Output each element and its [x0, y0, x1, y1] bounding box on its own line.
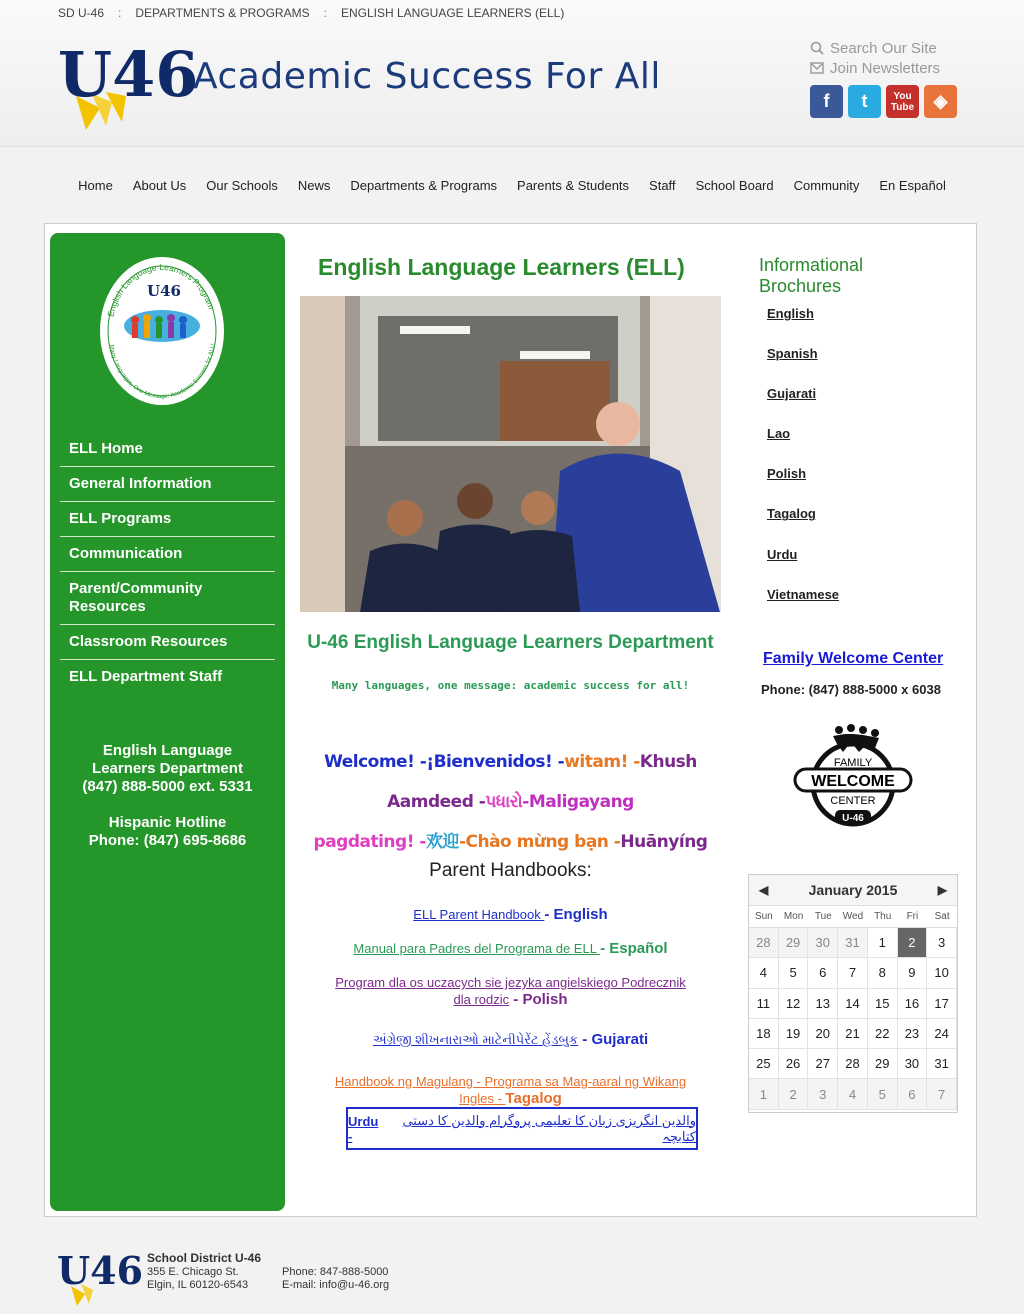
- calendar-day[interactable]: 3: [927, 928, 957, 958]
- department-title: U-46 English Language Learners Department: [307, 632, 714, 653]
- main-nav: [0, 178, 1024, 193]
- brochure-link-spanish[interactable]: Spanish: [767, 346, 818, 362]
- sidebar-item-ell-department-staff[interactable]: ELL Department Staff: [69, 668, 223, 685]
- handbook-link-0[interactable]: [300, 906, 721, 923]
- calendar-day[interactable]: 2: [898, 928, 928, 958]
- sidebar-contact-line: (847) 888-5000 ext. 5331: [82, 778, 253, 795]
- calendar-next-icon[interactable]: ▶: [937, 883, 947, 897]
- calendar-day[interactable]: 26: [779, 1049, 809, 1079]
- nav-item-about-us[interactable]: About Us: [132, 178, 187, 193]
- badge-ring-bottom-text: Many Languages, One Message: Academic Success for ALL!: [107, 343, 217, 401]
- fwc-logo-family: FAMILY: [833, 757, 873, 769]
- calendar-day[interactable]: 17: [927, 989, 957, 1019]
- calendar-day[interactable]: 18: [749, 1019, 779, 1049]
- sidebar-item-ell-programs[interactable]: ELL Programs: [60, 502, 275, 537]
- calendar-weekdays: [749, 906, 957, 928]
- footer-org: School District U-46: [147, 1251, 262, 1265]
- badge-center-logo: U46: [147, 282, 181, 300]
- brochure-link-urdu[interactable]: Urdu: [767, 546, 798, 562]
- department-motto: Many languages, one message: academic success for all!: [331, 679, 690, 692]
- footer-logo-text: U46: [57, 1248, 144, 1293]
- family-welcome-center-link[interactable]: Family Welcome Center: [763, 650, 944, 667]
- sidebar-item-classroom-resources[interactable]: Classroom Resources: [60, 625, 275, 660]
- calendar-weekday: Sun: [754, 911, 773, 922]
- calendar-prev-icon[interactable]: ◀: [759, 883, 769, 897]
- calendar-day[interactable]: 7: [927, 1079, 957, 1109]
- footer-address: [147, 1252, 261, 1292]
- join-newsletters-label: Join Newsletters: [830, 59, 941, 77]
- welcome-phrase: Welcome! -: [324, 752, 427, 772]
- nav-item-staff[interactable]: Staff: [649, 178, 676, 193]
- sidebar-item-general-information[interactable]: General Information: [60, 467, 275, 502]
- calendar-day[interactable]: 7: [838, 958, 868, 988]
- rss-icon[interactable]: ◈: [924, 85, 957, 118]
- nav-item-en-espa-ol[interactable]: En Español: [879, 178, 946, 193]
- calendar-day[interactable]: 11: [749, 989, 779, 1019]
- search-icon: [810, 41, 824, 55]
- breadcrumb: [58, 6, 578, 20]
- site-tagline: Academic Success For All: [193, 56, 661, 97]
- welcome-phrase: ¡Bienvenidos! -: [426, 752, 565, 772]
- calendar-day[interactable]: 20: [808, 1019, 838, 1049]
- calendar-day[interactable]: 2: [779, 1079, 809, 1109]
- ell-photo: [300, 296, 721, 612]
- calendar-day[interactable]: 15: [868, 989, 898, 1019]
- brochure-link-english[interactable]: English: [767, 306, 814, 321]
- sidebar-contact-line: [60, 796, 275, 814]
- nav-item-departments-programs[interactable]: Departments & Programs: [350, 178, 498, 193]
- calendar-days: [749, 928, 957, 1110]
- ell-program-badge: [97, 254, 227, 408]
- brochure-link-lao[interactable]: Lao: [767, 426, 791, 442]
- breadcrumb-separator: :: [323, 6, 327, 20]
- facebook-icon[interactable]: f: [810, 85, 843, 118]
- fwc-logo-welcome: WELCOME: [811, 773, 895, 790]
- calendar-day[interactable]: 28: [838, 1049, 868, 1079]
- sidebar-contact-line: Phone: (847) 695-8686: [88, 832, 247, 849]
- welcome-phrase: witam! -: [564, 752, 640, 772]
- calendar-month-title: January 2015: [808, 882, 898, 898]
- calendar-day[interactable]: 24: [927, 1019, 957, 1049]
- brochure-link-vietnamese[interactable]: Vietnamese: [767, 586, 840, 602]
- fwc-logo-center: CENTER: [830, 795, 876, 807]
- welcome-phrase: Huānyíng: [620, 832, 708, 852]
- calendar-weekday: Sat: [934, 911, 950, 922]
- sidebar-contact: [60, 742, 275, 850]
- calendar-day[interactable]: 4: [749, 958, 779, 988]
- calendar-day[interactable]: 16: [898, 989, 928, 1019]
- calendar-weekday: Thu: [874, 911, 892, 922]
- calendar-weekday: Fri: [906, 911, 919, 922]
- urdu-handbook-link[interactable]: [346, 1107, 698, 1150]
- brochure-link-tagalog[interactable]: Tagalog: [767, 506, 816, 522]
- nav-item-community[interactable]: Community: [793, 178, 860, 193]
- breadcrumb-item[interactable]: SD U-46: [58, 6, 105, 20]
- calendar-day[interactable]: 1: [749, 1079, 779, 1109]
- handbook-language: - Polish: [509, 991, 568, 1008]
- sidebar-item-parent-community-resources[interactable]: Parent/Community Resources: [60, 572, 275, 625]
- calendar-day[interactable]: 21: [838, 1019, 868, 1049]
- join-newsletters-link[interactable]: [810, 58, 940, 78]
- handbook-language: Tagalog: [505, 1090, 562, 1107]
- welcome-line-2: [300, 822, 721, 862]
- sidebar-menu: [60, 432, 275, 694]
- handbook-link-1[interactable]: [300, 940, 721, 957]
- brochures-list: [767, 306, 839, 627]
- breadcrumb-item[interactable]: DEPARTMENTS & PROGRAMS: [135, 6, 310, 20]
- calendar-weekday: Tue: [814, 911, 832, 922]
- handbook-language: - Español: [600, 940, 668, 957]
- nav-item-school-board[interactable]: School Board: [695, 178, 774, 193]
- handbook-link-3[interactable]: [300, 1031, 721, 1048]
- nav-item-parents-students[interactable]: Parents & Students: [517, 178, 630, 193]
- calendar-day[interactable]: 29: [868, 1049, 898, 1079]
- handbook-title: અંગ્રેજી શીખનારાઓ માટેનીપેરેંટ હેંડબુક: [372, 1032, 579, 1047]
- footer-address1: 355 E. Chicago St.: [147, 1266, 239, 1278]
- calendar-day[interactable]: 5: [779, 958, 809, 988]
- brochures-title: Informational Brochures: [759, 255, 864, 296]
- fwc-logo-tag: U-46: [842, 813, 864, 824]
- calendar-day[interactable]: 8: [868, 958, 898, 988]
- page-title: English Language Learners (ELL): [318, 254, 685, 280]
- sidebar-contact-line: Learners Department: [92, 760, 243, 777]
- sidebar-item-communication[interactable]: Communication: [60, 537, 275, 572]
- calendar-day[interactable]: 6: [898, 1079, 928, 1109]
- calendar-day[interactable]: 6: [808, 958, 838, 988]
- badge-ring-top-text: English Language Learners Program: [105, 261, 217, 318]
- calendar-day[interactable]: 27: [808, 1049, 838, 1079]
- welcome-phrase: -Maligayang: [522, 792, 634, 812]
- welcome-line-1: [300, 742, 721, 822]
- parent-handbooks-title: Parent Handbooks:: [429, 860, 592, 881]
- handbook-language: - English: [544, 906, 608, 923]
- calendar-day[interactable]: 1: [868, 928, 898, 958]
- brochure-link-polish[interactable]: Polish: [767, 466, 807, 482]
- handbook-title: Program dla os uczacych sie jezyka angielskiego Podrecznik dla rodzic: [335, 975, 686, 1007]
- handbook-title: ELL Parent Handbook: [413, 907, 545, 922]
- sidebar-contact-line: English Language: [102, 742, 233, 759]
- calendar-day[interactable]: 19: [779, 1019, 809, 1049]
- breadcrumb-separator: :: [118, 6, 122, 20]
- brochure-link-gujarati[interactable]: Gujarati: [767, 386, 817, 402]
- calendar-day[interactable]: 5: [868, 1079, 898, 1109]
- nav-item-home[interactable]: Home: [78, 178, 113, 193]
- urdu-label: Urdu -: [348, 1113, 379, 1144]
- handbook-title: Manual para Padres del Programa de ELL: [353, 941, 601, 956]
- welcome-phrase: -Chào mừng bạn -: [458, 832, 621, 852]
- calendar-day[interactable]: 14: [838, 989, 868, 1019]
- youtube-icon[interactable]: You Tube: [886, 85, 919, 118]
- sidebar-item-ell-home[interactable]: ELL Home: [60, 432, 275, 467]
- handbook-language: - Gujarati: [578, 1031, 649, 1048]
- calendar-day[interactable]: 25: [749, 1049, 779, 1079]
- sidebar-contact-line: Hispanic Hotline: [108, 814, 227, 831]
- calendar-day[interactable]: 30: [808, 928, 838, 958]
- welcome-phrase: 欢迎: [425, 832, 459, 852]
- calendar-day[interactable]: 30: [898, 1049, 928, 1079]
- search-site-link[interactable]: [810, 38, 940, 58]
- welcome-phrase: પધારો: [485, 792, 523, 812]
- calendar-day[interactable]: 29: [779, 928, 809, 958]
- calendar-day[interactable]: 9: [898, 958, 928, 988]
- logo-text: U46: [58, 38, 199, 111]
- calendar-day[interactable]: 13: [808, 989, 838, 1019]
- calendar-day[interactable]: 4: [838, 1079, 868, 1109]
- footer-email[interactable]: E-mail: info@u-46.org: [282, 1279, 390, 1291]
- welcome-phrase: pagdating! -: [313, 832, 426, 852]
- calendar-weekday: Mon: [783, 911, 804, 922]
- calendar-day[interactable]: 3: [808, 1079, 838, 1109]
- search-site-label: Search Our Site: [830, 39, 937, 57]
- footer-contact: [282, 1266, 389, 1292]
- welcome-phrase: Khush Aamdeed -: [387, 752, 697, 812]
- handbook-title: Handbook ng Magulang - Programa sa Mag-aaral ng Wikang Ingles -: [334, 1074, 687, 1106]
- nav-item-our-schools[interactable]: Our Schools: [206, 178, 278, 193]
- calendar-day[interactable]: 28: [749, 928, 779, 958]
- urdu-text: والدین انگریزی زبان کا تعلیمی پروگرام والدین کا دستی کتابچہ: [402, 1112, 696, 1144]
- u46-logo[interactable]: [56, 34, 199, 134]
- handbook-link-2[interactable]: [300, 974, 721, 1008]
- twitter-icon[interactable]: t: [848, 85, 881, 118]
- multilingual-welcome: [300, 742, 721, 862]
- calendar-day[interactable]: 31: [927, 1049, 957, 1079]
- calendar-day[interactable]: 23: [898, 1019, 928, 1049]
- breadcrumb-item[interactable]: ENGLISH LANGUAGE LEARNERS (ELL): [340, 6, 565, 20]
- footer-address2: Elgin, IL 60120-6543: [147, 1279, 249, 1291]
- calendar-day[interactable]: 31: [838, 928, 868, 958]
- footer-phone: Phone: 847-888-5000: [282, 1266, 389, 1278]
- family-welcome-center-phone: Phone: (847) 888-5000 x 6038: [761, 682, 941, 697]
- calendar-day[interactable]: 12: [779, 989, 809, 1019]
- calendar-day[interactable]: 22: [868, 1019, 898, 1049]
- family-welcome-center-logo: [793, 722, 913, 826]
- calendar-weekday: Wed: [842, 911, 864, 922]
- calendar-day[interactable]: 10: [927, 958, 957, 988]
- calendar-widget: [748, 874, 958, 1113]
- handbook-link-4[interactable]: [300, 1073, 721, 1107]
- envelope-icon: [810, 62, 824, 74]
- nav-item-news[interactable]: News: [297, 178, 331, 193]
- footer-u46-logo[interactable]: [57, 1244, 144, 1308]
